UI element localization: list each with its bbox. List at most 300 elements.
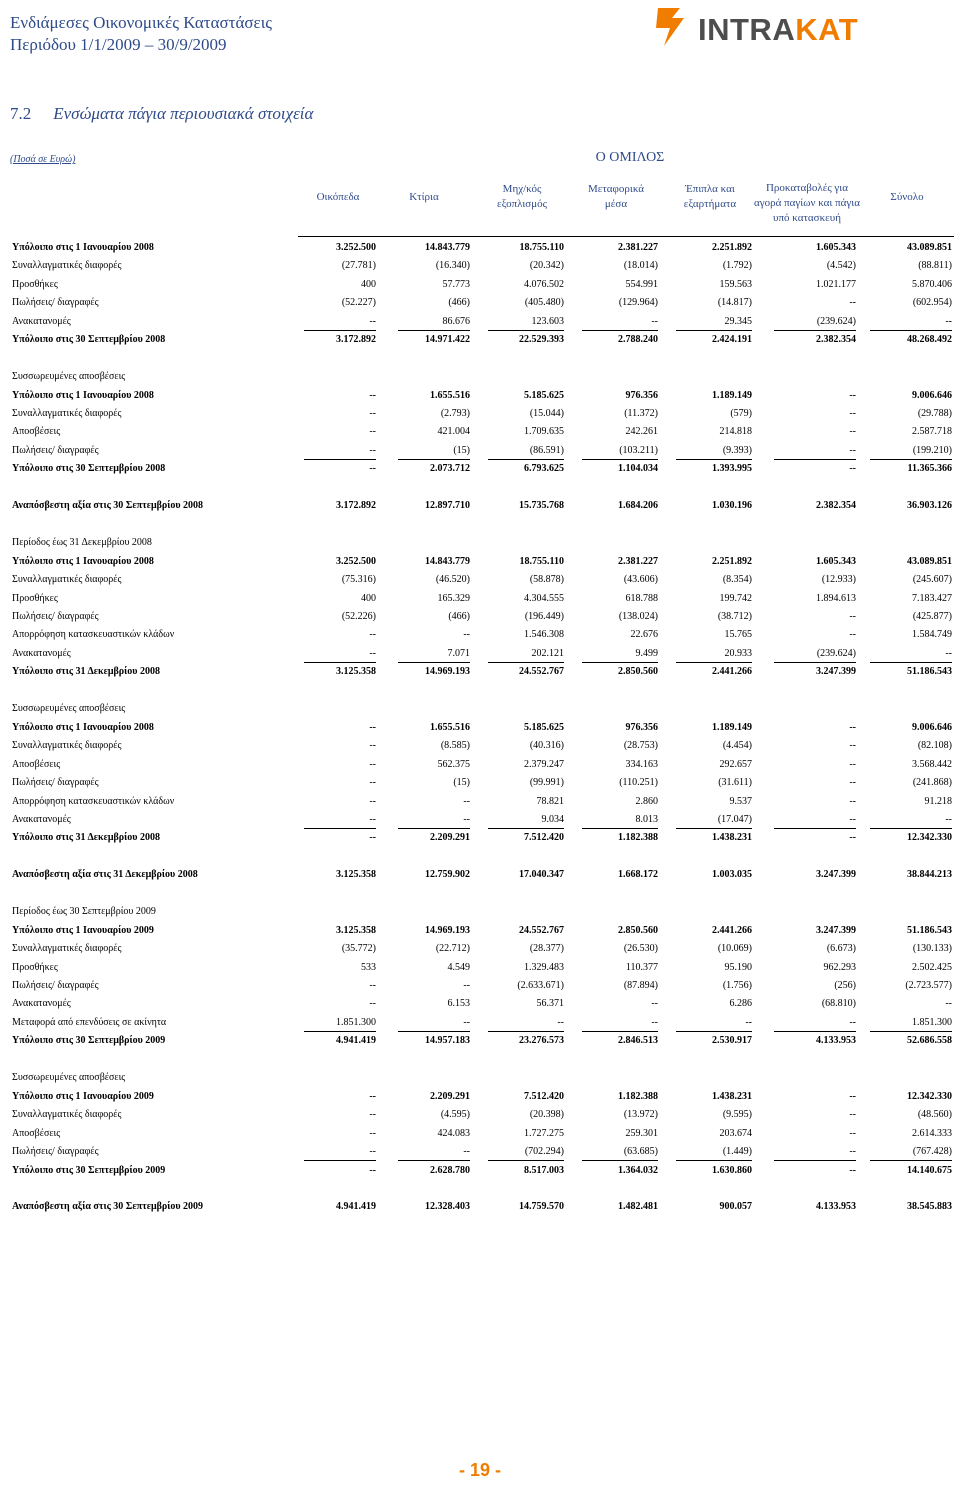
table-cell: (239.624) xyxy=(816,648,856,659)
table-row xyxy=(0,829,960,847)
table-cell: (9.393) xyxy=(722,445,752,456)
table-cell: 2.209.291 xyxy=(430,832,470,843)
row-label: Πωλήσεις/ διαγραφές xyxy=(12,297,99,308)
table-cell: -- xyxy=(369,1165,376,1176)
table-cell: -- xyxy=(369,777,376,788)
table-cell: -- xyxy=(369,408,376,419)
table-row xyxy=(0,608,960,626)
row-label: Συναλλαγματικές διαφορές xyxy=(12,1109,122,1120)
table-cell: 18.755.110 xyxy=(519,242,564,253)
table-row xyxy=(0,1014,960,1032)
table-cell: 7.183.427 xyxy=(912,593,952,604)
table-cell: 17.040.347 xyxy=(519,869,564,880)
table-cell: -- xyxy=(369,648,376,659)
table-row xyxy=(0,1162,960,1180)
table-cell: 292.657 xyxy=(719,759,752,770)
table-cell: (99.991) xyxy=(529,777,564,788)
table-cell: (46.520) xyxy=(435,574,470,585)
table-cell: (40.316) xyxy=(529,740,564,751)
table-cell: -- xyxy=(369,445,376,456)
table-cell: 6.153 xyxy=(447,998,470,1009)
row-label: Περίοδος έως 30 Σεπτεμβρίου 2009 xyxy=(12,906,156,917)
spacer-row xyxy=(0,479,960,497)
table-row xyxy=(0,405,960,423)
table-cell: (20.398) xyxy=(529,1109,564,1120)
table-cell: 6.286 xyxy=(729,998,752,1009)
table-cell: (256) xyxy=(834,980,856,991)
table-cell: 15.735.768 xyxy=(519,500,564,511)
table-cell: 4.941.419 xyxy=(336,1201,376,1212)
table-row xyxy=(0,1106,960,1124)
table-cell: 12.342.330 xyxy=(907,1091,952,1102)
table-row xyxy=(0,442,960,460)
table-cell: 4.133.953 xyxy=(816,1035,856,1046)
table-cell: 8.517.003 xyxy=(524,1165,564,1176)
table-cell: 3.125.358 xyxy=(336,869,376,880)
column-header-vehicles: Μεταφορικά μέσα xyxy=(587,183,645,210)
table-cell: 3.172.892 xyxy=(336,334,376,345)
table-cell: 57.773 xyxy=(442,279,470,290)
table-cell: 533 xyxy=(361,962,376,973)
table-cell: 20.933 xyxy=(724,648,752,659)
table-cell: 51.186.543 xyxy=(907,925,952,936)
row-label: Συναλλαγματικές διαφορές xyxy=(12,943,122,954)
table-cell: -- xyxy=(849,777,856,788)
row-label: Συναλλαγματικές διαφορές xyxy=(12,574,122,585)
table-cell: -- xyxy=(849,832,856,843)
table-cell: 3.125.358 xyxy=(336,925,376,936)
table-cell: (15) xyxy=(453,777,470,788)
row-label: Προσθήκες xyxy=(12,593,58,604)
table-cell: 1.709.635 xyxy=(524,426,564,437)
table-cell: (1.792) xyxy=(722,260,752,271)
table-cell: -- xyxy=(369,980,376,991)
group-label: Ο ΟΜΙΛΟΣ xyxy=(595,150,665,165)
table-cell: -- xyxy=(463,980,470,991)
table-cell: 159.563 xyxy=(719,279,752,290)
table-cell: (58.878) xyxy=(529,574,564,585)
table-row xyxy=(0,1088,960,1106)
table-cell: 5.870.406 xyxy=(912,279,952,290)
table-cell: 962.293 xyxy=(823,962,856,973)
table-cell: 3.125.358 xyxy=(336,666,376,677)
table-cell: (425.877) xyxy=(912,611,952,622)
table-cell: 2.379.247 xyxy=(524,759,564,770)
table-cell: 4.304.555 xyxy=(524,593,564,604)
table-cell: -- xyxy=(463,629,470,640)
section-title xyxy=(10,104,313,124)
table-cell: (9.595) xyxy=(722,1109,752,1120)
table-cell: -- xyxy=(369,1146,376,1157)
table-cell: -- xyxy=(369,629,376,640)
table-cell: (38.712) xyxy=(717,611,752,622)
table-cell: 4.133.953 xyxy=(816,1201,856,1212)
table-cell: 1.482.481 xyxy=(618,1201,658,1212)
table-row xyxy=(0,866,960,884)
table-cell: -- xyxy=(369,740,376,751)
table-cell: 2.850.560 xyxy=(618,925,658,936)
table-cell: 1.003.035 xyxy=(712,869,752,880)
table-cell: 3.172.892 xyxy=(336,500,376,511)
table-cell: -- xyxy=(369,463,376,474)
table-cell: (75.316) xyxy=(341,574,376,585)
intrakat-logo xyxy=(650,4,860,50)
table-cell: 9.006.646 xyxy=(912,390,952,401)
table-cell: 214.818 xyxy=(719,426,752,437)
table-cell: 2.614.333 xyxy=(912,1128,952,1139)
table-row xyxy=(0,811,960,829)
spacer-row xyxy=(0,885,960,903)
table-cell: 1.684.206 xyxy=(618,500,658,511)
table-cell: (103.211) xyxy=(619,445,658,456)
table-cell: -- xyxy=(945,316,952,327)
table-cell: 2.441.266 xyxy=(712,666,752,677)
table-cell: -- xyxy=(849,1165,856,1176)
table-cell: (16.340) xyxy=(435,260,470,271)
row-label: Απορρόφηση κατασκευαστικών κλάδων xyxy=(12,629,175,640)
table-cell: 14.140.675 xyxy=(907,1165,952,1176)
table-row xyxy=(0,1032,960,1050)
table-cell: 110.377 xyxy=(625,962,658,973)
table-cell: -- xyxy=(945,814,952,825)
table-cell: (466) xyxy=(448,611,470,622)
spacer-row xyxy=(0,516,960,534)
table-cell: 4.941.419 xyxy=(336,1035,376,1046)
table-cell: 424.083 xyxy=(437,1128,470,1139)
subtotal-rule xyxy=(774,1160,856,1161)
table-cell: -- xyxy=(849,796,856,807)
table-cell: 12.897.710 xyxy=(425,500,470,511)
table-cell: 2.424.191 xyxy=(712,334,752,345)
table-cell: 95.190 xyxy=(724,962,752,973)
table-cell: (196.449) xyxy=(524,611,564,622)
table-cell: 1.329.483 xyxy=(524,962,564,973)
table-cell: (28.377) xyxy=(529,943,564,954)
row-label: Υπόλοιπο στις 1 Ιανουαρίου 2008 xyxy=(12,556,154,567)
table-cell: 4.076.502 xyxy=(524,279,564,290)
table-cell: -- xyxy=(369,1128,376,1139)
page-number: - 19 - xyxy=(458,1460,501,1480)
table-cell: 11.365.366 xyxy=(907,463,952,474)
row-label: Ανακατανομές xyxy=(12,814,71,825)
table-cell: 14.843.779 xyxy=(425,242,470,253)
table-cell: 334.163 xyxy=(625,759,658,770)
table-cell: 2.850.560 xyxy=(618,666,658,677)
table-cell: (12.933) xyxy=(821,574,856,585)
table-cell: 421.004 xyxy=(437,426,470,437)
table-cell: (82.108) xyxy=(917,740,952,751)
table-cell: 4.549 xyxy=(447,962,470,973)
table-cell: 5.185.625 xyxy=(524,390,564,401)
table-cell: 52.686.558 xyxy=(907,1035,952,1046)
table-cell: 1.030.196 xyxy=(712,500,752,511)
table-cell: -- xyxy=(849,408,856,419)
table-cell: 23.276.573 xyxy=(519,1035,564,1046)
row-label: Αναπόσβεστη αξία στις 30 Σεπτεμβρίου 2009 xyxy=(12,1201,204,1212)
table-cell: 2.251.892 xyxy=(712,242,752,253)
row-label: Μεταφορά από επενδύσεις σε ακίνητα xyxy=(12,1017,167,1028)
table-cell: -- xyxy=(369,1109,376,1120)
table-cell: 1.655.516 xyxy=(430,390,470,401)
table-cell: (129.964) xyxy=(618,297,658,308)
table-row xyxy=(0,553,960,571)
table-row xyxy=(0,276,960,294)
table-row xyxy=(0,756,960,774)
table-cell: 259.301 xyxy=(625,1128,658,1139)
table-cell: 2.209.291 xyxy=(430,1091,470,1102)
table-cell: -- xyxy=(849,390,856,401)
table-cell: -- xyxy=(849,629,856,640)
row-label: Αναπόσβεστη αξία στις 30 Σεπτεμβρίου 2008 xyxy=(12,500,204,511)
table-cell: -- xyxy=(849,463,856,474)
row-label: Υπόλοιπο στις 31 Δεκεμβρίου 2008 xyxy=(12,832,160,843)
table-cell: -- xyxy=(945,998,952,1009)
table-cell: 2.382.354 xyxy=(816,500,856,511)
table-cell: (1.449) xyxy=(722,1146,752,1157)
table-cell: 2.788.240 xyxy=(618,334,658,345)
table-cell: -- xyxy=(369,426,376,437)
table-cell: 38.844.213 xyxy=(907,869,952,880)
row-label: Περίοδος έως 31 Δεκεμβρίου 2008 xyxy=(12,537,152,548)
table-cell: 48.268.492 xyxy=(907,334,952,345)
section-heading-row xyxy=(0,903,960,921)
table-cell: (579) xyxy=(730,408,752,419)
table-cell: (245.607) xyxy=(912,574,952,585)
table-cell: (4.595) xyxy=(440,1109,470,1120)
table-cell: 2.846.513 xyxy=(618,1035,658,1046)
table-cell: 6.793.625 xyxy=(524,463,564,474)
row-label: Πωλήσεις/ διαγραφές xyxy=(12,1146,99,1157)
table-row xyxy=(0,626,960,644)
table-cell: -- xyxy=(651,998,658,1009)
table-cell: (239.624) xyxy=(816,316,856,327)
table-cell: (2.793) xyxy=(440,408,470,419)
table-cell: 618.788 xyxy=(625,593,658,604)
table-cell: 12.342.330 xyxy=(907,832,952,843)
table-cell: 2.441.266 xyxy=(712,925,752,936)
table-row xyxy=(0,1143,960,1161)
subtotal-rule xyxy=(398,1160,470,1161)
row-label: Υπόλοιπο στις 1 Ιανουαρίου 2009 xyxy=(12,925,154,936)
table-cell: 3.252.500 xyxy=(336,556,376,567)
table-cell: 1.894.613 xyxy=(816,593,856,604)
spacer-row xyxy=(0,350,960,368)
table-cell: 976.356 xyxy=(625,722,658,733)
table-row xyxy=(0,1198,960,1216)
column-header-machinery: Μηχ/κός εξοπλισμός xyxy=(496,183,547,210)
table-cell: (1.756) xyxy=(722,980,752,991)
table-cell: (68.810) xyxy=(821,998,856,1009)
table-cell: -- xyxy=(849,1128,856,1139)
row-label: Συναλλαγματικές διαφορές xyxy=(12,260,122,271)
table-cell: (88.811) xyxy=(918,260,952,271)
table-cell: (28.753) xyxy=(623,740,658,751)
column-header-buildings: Κτίρια xyxy=(409,190,439,203)
table-row xyxy=(0,571,960,589)
table-row xyxy=(0,663,960,681)
table-cell: (87.894) xyxy=(623,980,658,991)
row-label: Αποσβέσεις xyxy=(12,426,61,437)
row-label: Αποσβέσεις xyxy=(12,1128,61,1139)
table-cell: (43.606) xyxy=(623,574,658,585)
table-row xyxy=(0,977,960,995)
table-row xyxy=(0,497,960,515)
table-cell: 2.073.712 xyxy=(430,463,470,474)
table-cell: 12.328.403 xyxy=(425,1201,470,1212)
table-cell: (241.868) xyxy=(912,777,952,788)
table-row xyxy=(0,590,960,608)
section-number: 7.2 xyxy=(10,104,32,123)
table-cell: 1.851.300 xyxy=(336,1017,376,1028)
row-label: Προσθήκες xyxy=(12,279,58,290)
table-cell: 1.182.388 xyxy=(618,1091,658,1102)
table-cell: 2.502.425 xyxy=(912,962,952,973)
subtotal-rule xyxy=(676,1160,752,1161)
table-cell: 2.251.892 xyxy=(712,556,752,567)
table-cell: 8.013 xyxy=(635,814,658,825)
table-row xyxy=(0,922,960,940)
table-cell: -- xyxy=(369,390,376,401)
table-cell: 9.006.646 xyxy=(912,722,952,733)
table-cell: 3.247.399 xyxy=(816,869,856,880)
table-row xyxy=(0,995,960,1013)
table-cell: 2.381.227 xyxy=(618,242,658,253)
table-row xyxy=(0,940,960,958)
table-cell: 15.765 xyxy=(724,629,752,640)
row-label: Υπόλοιπο στις 30 Σεπτεμβρίου 2008 xyxy=(12,334,166,345)
row-label: Ανακατανομές xyxy=(12,648,71,659)
table-cell: 3.247.399 xyxy=(816,666,856,677)
row-label: Αναπόσβεστη αξία στις 31 Δεκεμβρίου 2008 xyxy=(12,869,198,880)
logo-text-a: INTRA xyxy=(698,12,796,47)
table-cell: (52.226) xyxy=(341,611,376,622)
table-cell: 24.552.767 xyxy=(519,925,564,936)
table-cell: 400 xyxy=(361,279,376,290)
header-rule xyxy=(298,236,954,237)
row-label: Συναλλαγματικές διαφορές xyxy=(12,740,122,751)
table-cell: -- xyxy=(849,1109,856,1120)
table-cell: (110.251) xyxy=(619,777,658,788)
table-cell: (31.611) xyxy=(718,777,752,788)
table-cell: (86.591) xyxy=(529,445,564,456)
table-cell: -- xyxy=(463,1017,470,1028)
table-cell: 36.903.126 xyxy=(907,500,952,511)
table-cell: 7.071 xyxy=(447,648,470,659)
table-row xyxy=(0,645,960,663)
table-cell: (199.210) xyxy=(912,445,952,456)
table-cell: 2.382.354 xyxy=(816,334,856,345)
table-cell: (15.044) xyxy=(529,408,564,419)
table-cell: 2.381.227 xyxy=(618,556,658,567)
table-cell: 1.438.231 xyxy=(712,1091,752,1102)
table-cell: 14.843.779 xyxy=(425,556,470,567)
table-cell: (6.673) xyxy=(826,943,856,954)
table-cell: 1.104.034 xyxy=(618,463,658,474)
table-cell: (18.014) xyxy=(623,260,658,271)
table-cell: (767.428) xyxy=(912,1146,952,1157)
subtotal-rule xyxy=(582,1160,658,1161)
section-heading-row xyxy=(0,368,960,386)
table-row xyxy=(0,423,960,441)
table-cell: 199.742 xyxy=(719,593,752,604)
table-cell: -- xyxy=(849,759,856,770)
table-cell: (26.530) xyxy=(623,943,658,954)
table-cell: 1.189.149 xyxy=(712,390,752,401)
row-label: Πωλήσεις/ διαγραφές xyxy=(12,777,99,788)
logo-mark-icon xyxy=(650,4,694,48)
table-cell: -- xyxy=(557,1017,564,1028)
table-cell: 3.247.399 xyxy=(816,925,856,936)
row-label: Συσσωρευμένες αποσβέσεις xyxy=(12,371,126,382)
table-cell: (602.954) xyxy=(912,297,952,308)
spacer-row xyxy=(0,1051,960,1069)
table-cell: (130.133) xyxy=(912,943,952,954)
table-cell: 1.584.749 xyxy=(912,629,952,640)
table-cell: 3.252.500 xyxy=(336,242,376,253)
table-row xyxy=(0,793,960,811)
table-cell: 900.057 xyxy=(719,1201,752,1212)
table-cell: (63.685) xyxy=(623,1146,658,1157)
column-header-furniture: Έπιπλα και εξαρτήματα xyxy=(683,183,737,210)
table-row xyxy=(0,774,960,792)
row-label: Πωλήσεις/ διαγραφές xyxy=(12,611,99,622)
table-cell: 9.499 xyxy=(635,648,658,659)
table-cell: -- xyxy=(849,445,856,456)
table-cell: 1.364.032 xyxy=(618,1165,658,1176)
row-label: Συναλλαγματικές διαφορές xyxy=(12,408,122,419)
row-label: Υπόλοιπο στις 1 Ιανουαρίου 2008 xyxy=(12,242,154,253)
table-row xyxy=(0,257,960,275)
table-row xyxy=(0,313,960,331)
table-cell: 400 xyxy=(361,593,376,604)
table-cell: -- xyxy=(849,1091,856,1102)
table-cell: 86.676 xyxy=(442,316,470,327)
table-cell: (702.294) xyxy=(524,1146,564,1157)
table-cell: -- xyxy=(849,611,856,622)
table-cell: (15) xyxy=(453,445,470,456)
table-cell: 1.182.388 xyxy=(618,832,658,843)
table-cell: 1.438.231 xyxy=(712,832,752,843)
table-cell: 51.186.543 xyxy=(907,666,952,677)
table-cell: -- xyxy=(849,1017,856,1028)
table-cell: 1.605.343 xyxy=(816,242,856,253)
table-cell: 14.957.183 xyxy=(425,1035,470,1046)
row-label: Συσσωρευμένες αποσβέσεις xyxy=(12,1072,126,1083)
table-cell: -- xyxy=(849,426,856,437)
table-cell: (35.772) xyxy=(341,943,376,954)
table-cell: 43.089.851 xyxy=(907,556,952,567)
table-cell: 2.530.917 xyxy=(712,1035,752,1046)
table-cell: -- xyxy=(369,796,376,807)
row-label: Υπόλοιπο στις 1 Ιανουαρίου 2008 xyxy=(12,390,154,401)
table-cell: 9.537 xyxy=(729,796,752,807)
row-label: Απορρόφηση κατασκευαστικών κλάδων xyxy=(12,796,175,807)
table-cell: 24.552.767 xyxy=(519,666,564,677)
table-cell: -- xyxy=(849,814,856,825)
table-cell: 9.034 xyxy=(541,814,564,825)
table-cell: 56.371 xyxy=(536,998,564,1009)
table-cell: 1.189.149 xyxy=(712,722,752,733)
table-row xyxy=(0,1125,960,1143)
table-cell: 554.991 xyxy=(625,279,658,290)
table-cell: (29.788) xyxy=(917,408,952,419)
table-cell: 43.089.851 xyxy=(907,242,952,253)
unit-note: (Ποσά σε Ευρώ) xyxy=(10,154,76,165)
section-heading-row xyxy=(0,534,960,552)
table-cell: -- xyxy=(651,316,658,327)
table-cell: -- xyxy=(463,1146,470,1157)
table-cell: -- xyxy=(849,297,856,308)
